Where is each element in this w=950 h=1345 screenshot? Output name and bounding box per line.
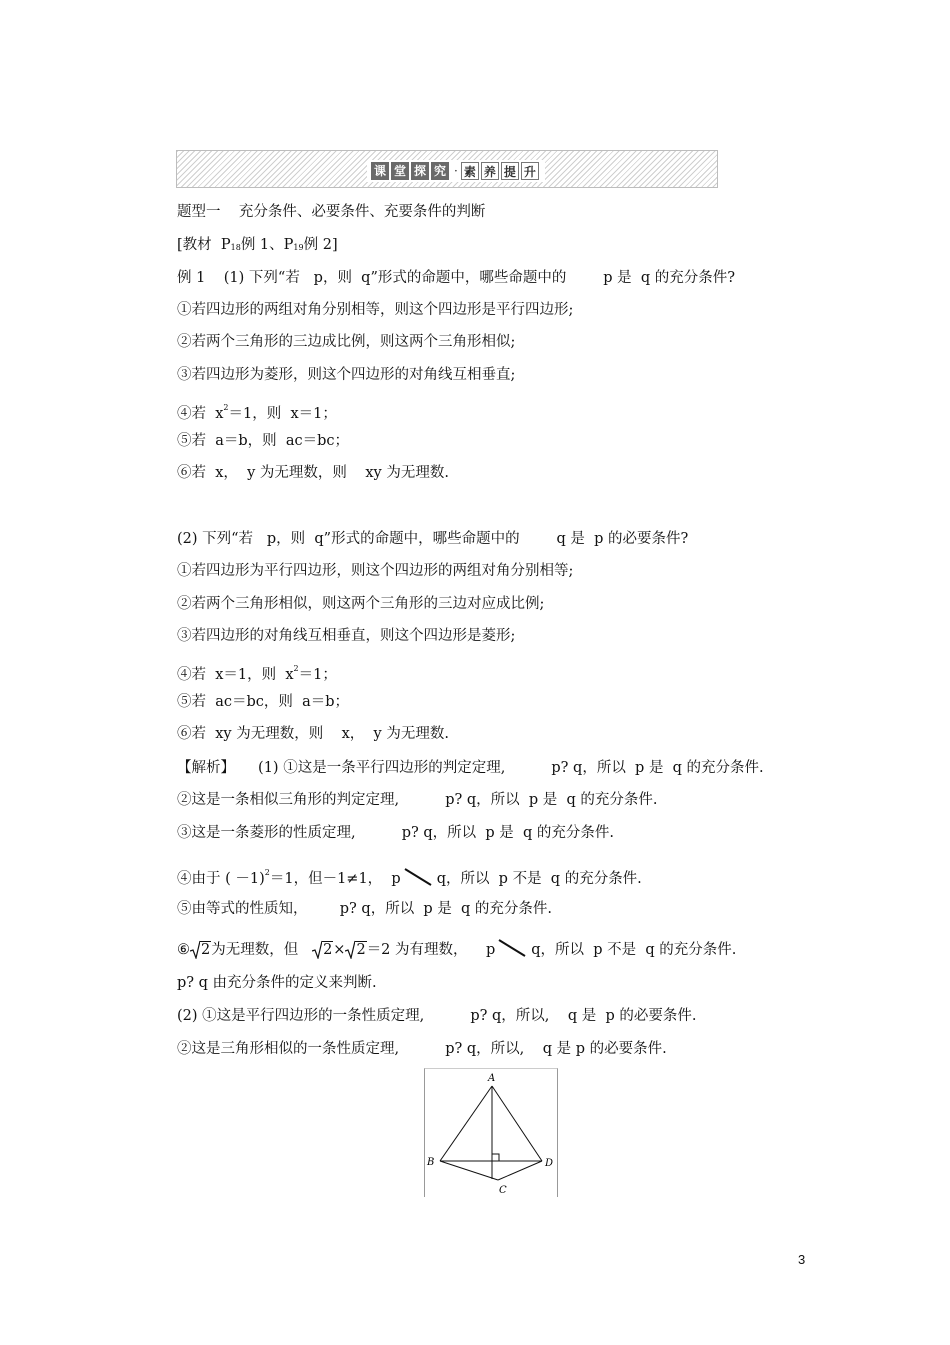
question-1-item: ①若四边形的两组对角分别相等，则这个四边形是平行四边形; <box>177 302 574 318</box>
sqrt-symbol <box>312 941 333 959</box>
ref-mid: 例 1、P <box>240 237 294 253</box>
question-2-prompt: (2) 下列“若 p，则 q”形式的命题中，哪些命题中的 q 是 p 的必要条件? <box>177 531 689 547</box>
question-1-item: ⑤若 a＝b，则 ac＝bc； <box>177 433 350 449</box>
banner-tile: 究 <box>431 162 449 180</box>
question-1-item: ⑥若 x， y 为无理数，则 xy 为无理数. <box>177 465 449 481</box>
solution-line: p? q 由充分条件的定义来判断. <box>177 975 377 991</box>
ref-prefix: [教材 P <box>177 237 231 253</box>
source-reference <box>177 236 338 257</box>
solution-text: q，所以 p 不是 q 的充分条件. <box>436 871 642 887</box>
quadrilateral-diagram <box>425 1069 557 1197</box>
times-sign: × <box>333 942 346 958</box>
solution-line <box>177 864 642 888</box>
ref-page-2: 19 <box>293 243 304 252</box>
question-2-item: ⑥若 xy 为无理数，则 x， y 为无理数. <box>177 726 449 742</box>
question-1-item <box>177 399 337 423</box>
solution-text: ⑥ <box>177 942 190 958</box>
page-number: 3 <box>798 1252 806 1267</box>
ref-suffix: 例 2] <box>303 237 338 253</box>
section-banner <box>176 150 718 188</box>
question-1-item: ③若四边形为菱形，则这个四边形的对角线互相垂直; <box>177 367 516 383</box>
not-implies-icon <box>495 941 531 957</box>
question-2-item: ①若四边形为平行四边形，则这个四边形的两组对角分别相等; <box>177 563 574 579</box>
ref-page-1: 18 <box>230 243 241 252</box>
superscript: 2 <box>223 403 229 412</box>
question-2-item <box>177 660 337 684</box>
banner-tile: 素 <box>461 162 479 180</box>
question-1-prompt: 例 1 (1) 下列“若 p，则 q”形式的命题中，哪些命题中的 p 是 q 的充分条件? <box>177 270 735 286</box>
solution-text: q，所以 p 不是 q 的充分条件. <box>531 942 737 958</box>
item-text: ＝1； <box>298 667 337 683</box>
quadrilateral-figure <box>424 1068 558 1197</box>
banner-tile: 升 <box>521 162 539 180</box>
vertex-label-b: B <box>427 1157 435 1168</box>
vertex-label-c: C <box>499 1185 507 1196</box>
solution-line: ②这是一条相似三角形的判定定理, p? q，所以 p 是 q 的充分条件. <box>177 792 658 808</box>
solution-text: 为无理数，但 <box>211 942 313 958</box>
banner-tile: 探 <box>411 162 429 180</box>
banner-title <box>367 160 545 182</box>
solution-line: ②这是三角形相似的一条性质定理, p? q，所以, q 是 p 的必要条件. <box>177 1041 667 1057</box>
banner-tile: 堂 <box>391 162 409 180</box>
banner-separator: · <box>454 164 458 178</box>
sqrt-symbol <box>345 941 366 959</box>
item-text: ④若 x <box>177 406 224 422</box>
superscript: 2 <box>293 664 299 673</box>
item-text: ＝1，则 x＝1； <box>228 406 337 422</box>
solution-line: 【解析】 (1) ①这是一条平行四边形的判定定理, p? q，所以 p 是 q 的充分条件. <box>177 760 764 776</box>
banner-tile: 课 <box>371 162 389 180</box>
section-title: 题型一 充分条件、必要条件、充要条件的判断 <box>177 204 486 220</box>
banner-tile: 提 <box>501 162 519 180</box>
radicand: 2 <box>201 942 211 958</box>
sqrt-symbol <box>190 941 211 959</box>
question-2-item: ⑤若 ac＝bc，则 a＝b； <box>177 694 350 710</box>
question-2-item: ②若两个三角形相似，则这两个三角形的三边对应成比例; <box>177 596 545 612</box>
question-1-item: ②若两个三角形的三边成比例，则这两个三角形相似; <box>177 334 516 350</box>
solution-line <box>177 941 736 959</box>
solution-line: ⑤由等式的性质知， p? q，所以 p 是 q 的充分条件. <box>177 901 553 917</box>
superscript: 2 <box>264 868 270 877</box>
solution-line: (2) ①这是平行四边形的一条性质定理, p? q，所以, q 是 p 的必要条件. <box>177 1008 697 1024</box>
solution-line: ③这是一条菱形的性质定理, p? q，所以 p 是 q 的充分条件. <box>177 825 614 841</box>
item-text: ④若 x＝1，则 x <box>177 667 294 683</box>
question-2-item: ③若四边形的对角线互相垂直，则这个四边形是菱形; <box>177 628 516 644</box>
banner-tile: 养 <box>481 162 499 180</box>
not-implies-icon <box>401 870 437 886</box>
vertex-label-a: A <box>488 1073 496 1084</box>
solution-text: ＝2 为有理数， p <box>366 942 496 958</box>
radicand: 2 <box>356 942 366 958</box>
vertex-label-d: D <box>545 1158 554 1169</box>
solution-text: ④由于 ( －1) <box>177 871 265 887</box>
solution-text: ＝1，但－1≠1， p <box>269 871 401 887</box>
radicand: 2 <box>323 942 333 958</box>
